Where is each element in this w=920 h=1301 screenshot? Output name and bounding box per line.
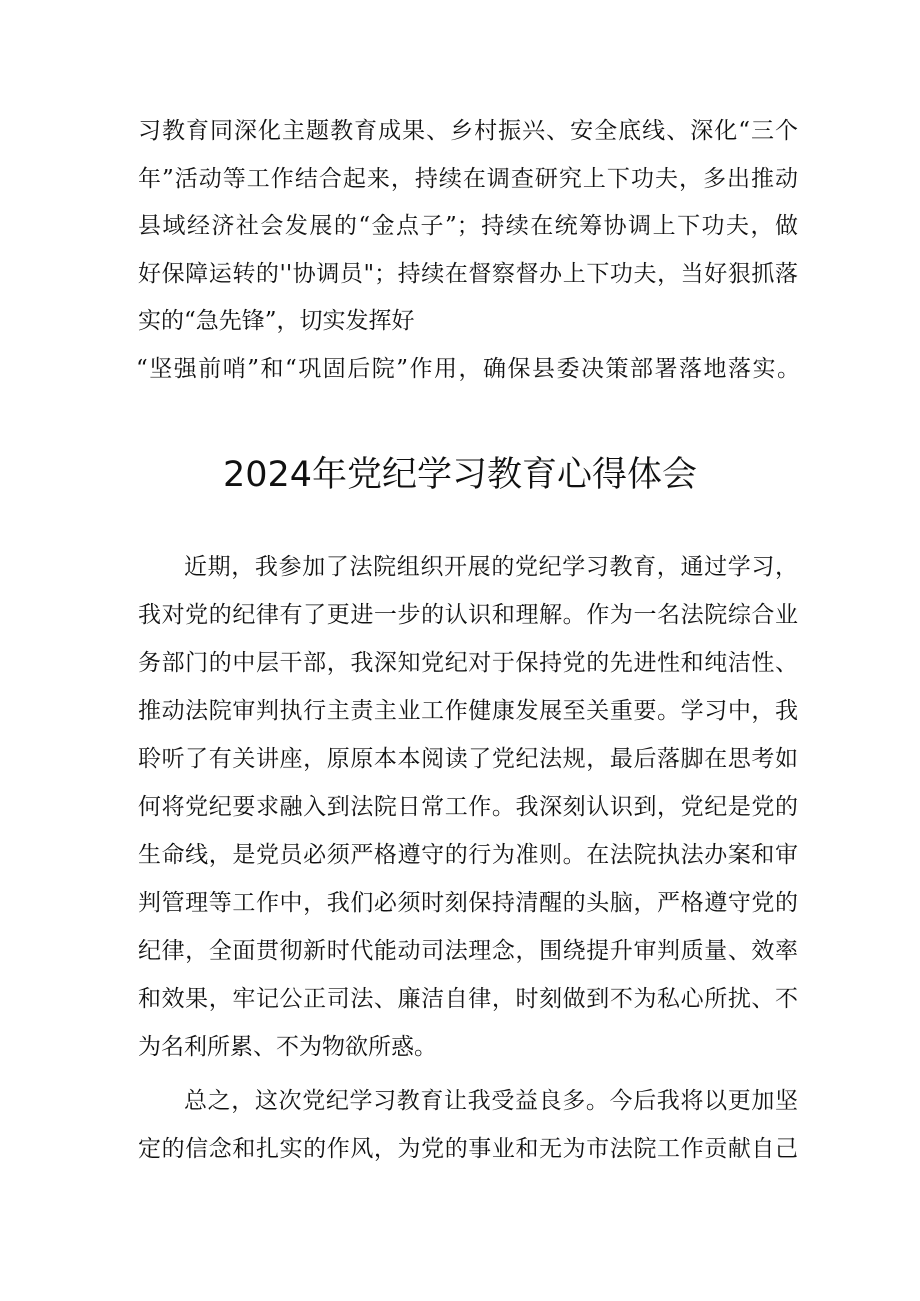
paragraph-2-line-2: 定的信念和扎实的作风，为党的事业和无为市法院工作贡献自己 xyxy=(138,1136,798,1162)
paragraph-1-line-3: 务部门的中层干部，我深知党纪对于保持党的先进性和纯洁性、 xyxy=(138,650,798,676)
paragraph-1-line-10: 和效果，牢记公正司法、廉洁自律，时刻做到不为私心所扰、不 xyxy=(138,986,798,1012)
paragraph-1-line-8: 判管理等工作中，我们必须时刻保持清醒的头脑，严格遵守党的 xyxy=(138,890,798,916)
paragraph-1-line-1: 近期，我参加了法院组织开展的党纪学习教育，通过学习， xyxy=(184,554,798,580)
continuation-line-5: 实的“急先锋”，切实发挥好 xyxy=(138,308,415,334)
paragraph-1-line-11: 为名利所累、不为物欲所惑。 xyxy=(138,1034,437,1060)
continuation-line-3: 县域经济社会发展的“金点子”；持续在统筹协调上下功夫，做 xyxy=(138,213,798,239)
continuation-line-6: “坚强前哨”和“巩固后院”作用，确保县委决策部署落地落实。 xyxy=(136,356,800,382)
paragraph-1-line-2: 我对党的纪律有了更进一步的认识和理解。作为一名法院综合业 xyxy=(138,602,798,628)
paragraph-1-line-4: 推动法院审判执行主责主业工作健康发展至关重要。学习中，我 xyxy=(138,698,798,724)
paragraph-2-line-1: 总之，这次党纪学习教育让我受益良多。今后我将以更加坚 xyxy=(184,1088,798,1114)
continuation-line-4: 好保障运转的''协调员"；持续在督察督办上下功夫，当好狠抓落 xyxy=(138,261,798,287)
continuation-line-1: 习教育同深化主题教育成果、乡村振兴、安全底线、深化“三个 xyxy=(138,118,798,144)
continuation-line-2: 年”活动等工作结合起来，持续在调查研究上下功夫，多出推动 xyxy=(138,166,798,192)
paragraph-1-line-6: 何将党纪要求融入到法院日常工作。我深刻认识到，党纪是党的 xyxy=(138,794,798,820)
article-title: 2024年党纪学习教育心得体会 xyxy=(222,455,698,495)
paragraph-1-line-7: 生命线，是党员必须严格遵守的行为准则。在法院执法办案和审 xyxy=(138,842,798,868)
paragraph-1-line-5: 聆听了有关讲座，原原本本阅读了党纪法规，最后落脚在思考如 xyxy=(138,746,798,772)
paragraph-1-line-9: 纪律，全面贯彻新时代能动司法理念，围绕提升审判质量、效率 xyxy=(138,938,798,964)
